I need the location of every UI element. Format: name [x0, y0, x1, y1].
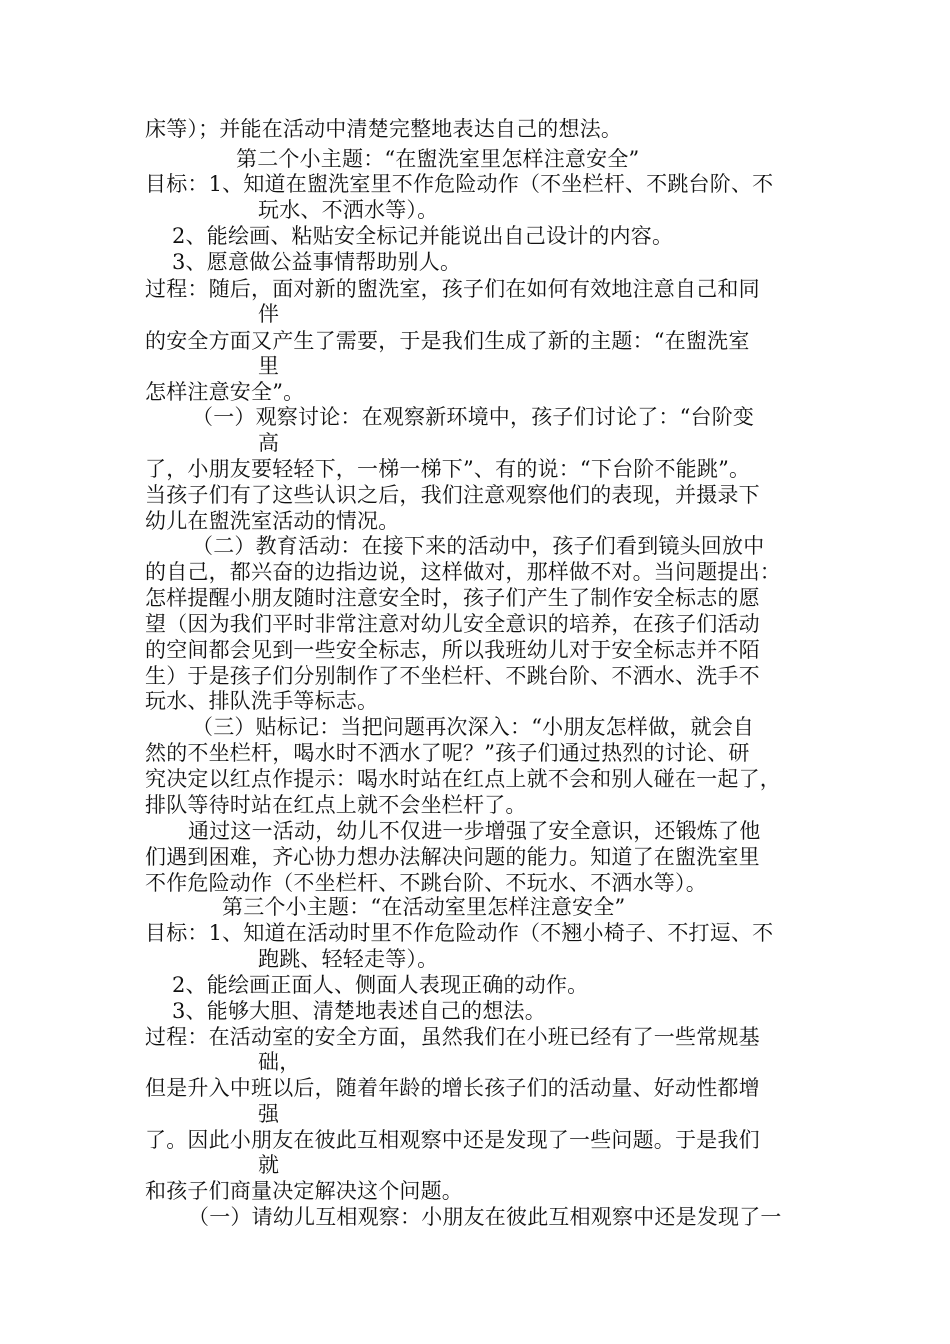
section-heading: 第二个小主题：“在盥洗室里怎样注意安全”: [236, 147, 640, 171]
text-line: 了。因此小朋友在彼此互相观察中还是发现了一些问题。于是我们: [145, 1128, 760, 1152]
text-line: （一）观察讨论：在观察新环境中，孩子们讨论了：“台阶变: [192, 405, 755, 429]
text-line: 础，: [258, 1050, 301, 1074]
text-line: （三）贴标记：当把问题再次深入：“小朋友怎样做，就会自: [192, 715, 755, 739]
text-line: 不作危险动作（不坐栏杆、不跳台阶、不玩水、不洒水等）。: [145, 871, 707, 895]
text-line: 2、能绘画正面人、侧面人表现正确的动作。: [172, 973, 589, 997]
text-line: 过程：随后，面对新的盥洗室，孩子们在如何有效地注意自己和同: [145, 277, 760, 301]
text-line: 望（因为我们平时非常注意对幼儿安全意识的培养，在孩子们活动: [145, 612, 760, 636]
text-line: 就: [258, 1153, 280, 1177]
text-line: 过程：在活动室的安全方面，虽然我们在小班已经有了一些常规基: [145, 1025, 760, 1049]
text-line: 高: [258, 431, 280, 455]
text-line: 强: [258, 1102, 280, 1126]
text-line: 究决定以红点作提示：喝水时站在红点上就不会和别人碰在一起了，: [145, 767, 781, 791]
text-line: （一）请幼儿互相观察：小朋友在彼此互相观察中还是发现了一: [188, 1205, 782, 1229]
text-line: 幼儿在盥洗室活动的情况。: [145, 509, 400, 533]
section-heading: 第三个小主题：“在活动室里怎样注意安全”: [222, 895, 626, 919]
text-line: 目标：1、知道在活动时里不作危险动作（不翘小椅子、不打逗、不: [145, 921, 774, 945]
text-line: 里: [258, 354, 280, 378]
text-line: 3、愿意做公益事情帮助别人。: [172, 250, 462, 274]
text-line: 和孩子们商量决定解决这个问题。: [145, 1179, 463, 1203]
text-line: 目标：1、知道在盥洗室里不作危险动作（不坐栏杆、不跳台阶、不: [145, 172, 774, 196]
text-line: 的自己，都兴奋的边指边说，这样做对，那样做不对。当问题提出：: [145, 560, 781, 584]
text-line: 玩水、不洒水等）。: [258, 198, 439, 222]
text-line: 排队等待时站在红点上就不会坐栏杆了。: [145, 793, 527, 817]
text-line: 怎样注意安全”。: [145, 380, 305, 404]
text-line: 当孩子们有了这些认识之后，我们注意观察他们的表现，并摄录下: [145, 483, 760, 507]
text-line: 2、能绘画、粘贴安全标记并能说出自己设计的内容。: [172, 224, 674, 248]
text-line: 3、能够大胆、清楚地表述自己的想法。: [172, 999, 546, 1023]
text-line: 的空间都会见到一些安全标志，所以我班幼儿对于安全标志并不陌: [145, 638, 760, 662]
text-line: 床等）；并能在活动中清楚完整地表达自己的想法。: [145, 117, 623, 141]
text-line: （二）教育活动：在接下来的活动中，孩子们看到镜头回放中: [192, 534, 765, 558]
text-line: 了，小朋友要轻轻下，一梯一梯下”、有的说：“下台阶不能跳”。: [145, 457, 751, 481]
text-line: 们遇到困难，齐心协力想办法解决问题的能力。知道了在盥洗室里: [145, 845, 760, 869]
text-line: 然的不坐栏杆，喝水时不洒水了呢？”孩子们通过热烈的讨论、研: [145, 741, 750, 765]
text-line: 玩水、排队洗手等标志。: [145, 689, 379, 713]
text-line: 的安全方面又产生了需要，于是我们生成了新的主题：“在盥洗室: [145, 329, 750, 353]
text-line: 生）于是孩子们分别制作了不坐栏杆、不跳台阶、不洒水、洗手不: [145, 664, 760, 688]
text-line: 伴: [258, 302, 280, 326]
text-line: 通过这一活动，幼儿不仅进一步增强了安全意识，还锻炼了他: [188, 819, 761, 843]
text-line: 跑跳、轻轻走等）。: [258, 947, 439, 971]
text-line: 怎样提醒小朋友随时注意安全时，孩子们产生了制作安全标志的愿: [145, 586, 760, 610]
text-line: 但是升入中班以后，随着年龄的增长孩子们的活动量、好动性都增: [145, 1076, 760, 1100]
